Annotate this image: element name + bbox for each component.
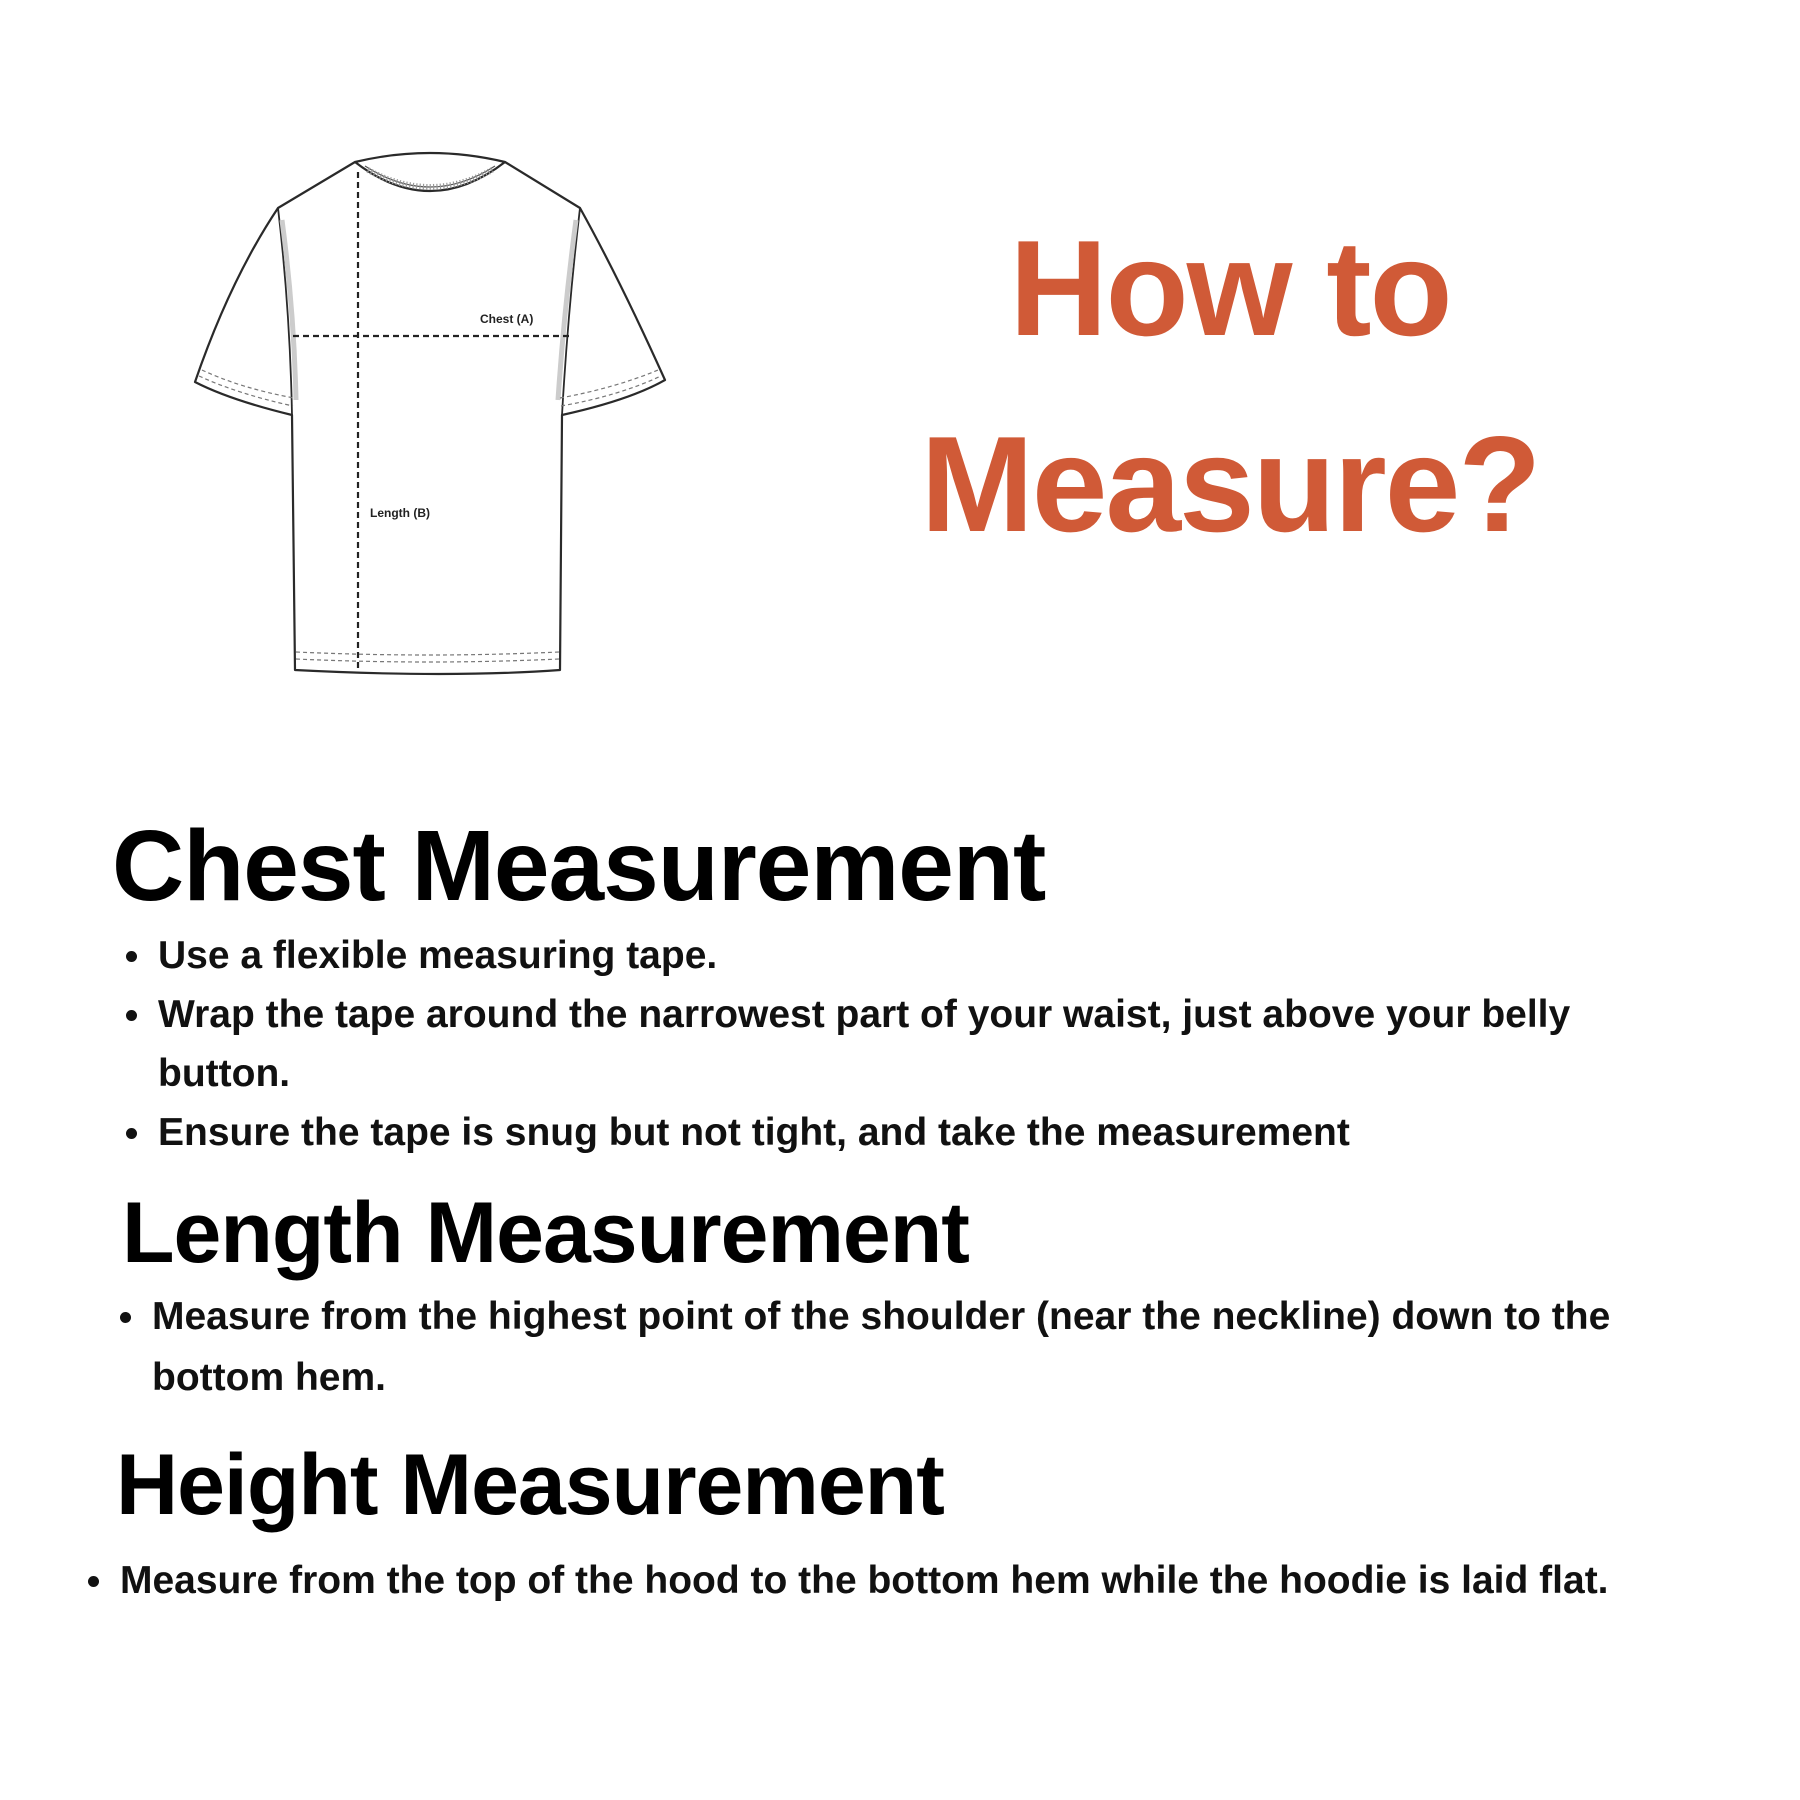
tshirt-outline-icon: [190, 150, 680, 690]
list-item: Ensure the tape is snug but not tight, and take the measurement: [118, 1103, 1678, 1162]
tshirt-diagram: [190, 150, 680, 690]
chest-heading: Chest Measurement: [112, 810, 1046, 922]
chest-label: Chest (A): [480, 312, 534, 326]
list-item: Wrap the tape around the narrowest part of your waist, just above your belly button.: [118, 985, 1578, 1103]
height-bullet-list: [80, 1550, 1680, 1611]
title-line-1: How to: [1009, 212, 1451, 364]
length-label: Length (B): [370, 506, 430, 520]
chest-bullet-list: [118, 926, 1678, 1162]
list-item: Use a flexible measuring tape.: [118, 926, 1678, 985]
length-heading: Length Measurement: [122, 1185, 969, 1281]
height-heading: Height Measurement: [116, 1437, 944, 1533]
page-title: [820, 190, 1640, 582]
list-item: Measure from the highest point of the shoulder (near the neckline) down to the bottom hem.: [112, 1286, 1612, 1408]
length-bullet-list: [112, 1286, 1612, 1408]
list-item: Measure from the top of the hood to the bottom hem while the hoodie is laid flat.: [80, 1550, 1680, 1611]
title-line-2: Measure?: [920, 408, 1540, 560]
